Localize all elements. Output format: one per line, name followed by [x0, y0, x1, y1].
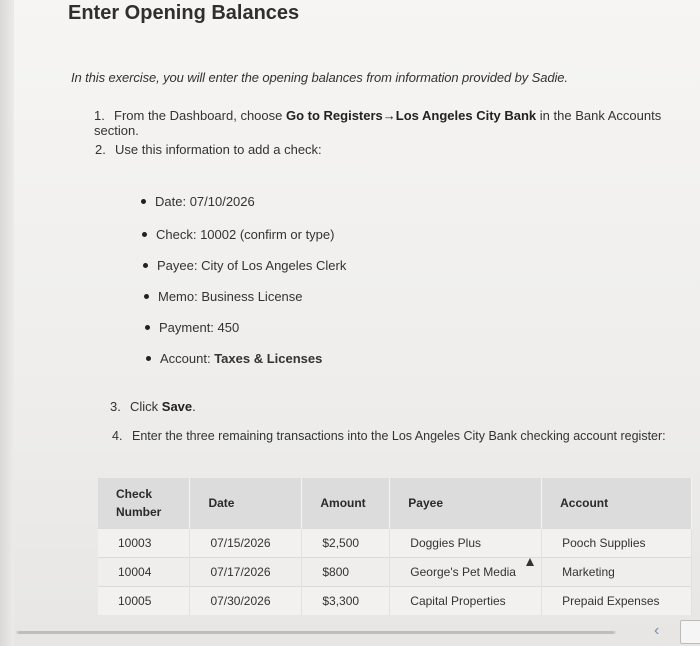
step-4-text: Enter the three remaining transactions into the Los Angeles City Bank checking account register: — [132, 429, 666, 443]
bullet-account — [160, 351, 322, 366]
table-header-row — [98, 478, 692, 528]
bullet-check — [156, 227, 334, 242]
page-thumbnail-box[interactable] — [680, 620, 700, 644]
bullet-payee-label: Payee: — [157, 258, 202, 273]
step-2-number: 2. — [95, 142, 106, 157]
transactions-table — [98, 478, 692, 615]
step-1 — [94, 108, 700, 138]
mouse-cursor-icon — [526, 558, 534, 566]
bullet-payee-value: City of Los Angeles Clerk — [201, 258, 347, 273]
table-row — [98, 557, 692, 586]
step-1-prefix: From the Dashboard, choose — [114, 108, 286, 123]
bullet-payee — [157, 258, 346, 273]
cell-amount: $2,500 — [302, 528, 390, 557]
step-3-bold: Save — [161, 399, 193, 414]
page-edge — [0, 0, 14, 646]
cell-amount: $3,300 — [302, 586, 390, 615]
step-4 — [112, 429, 666, 443]
page-title: Enter Opening Balances — [68, 2, 300, 24]
step-3-prefix: Click — [130, 399, 162, 414]
step-2-text: Use this information to add a check: — [115, 142, 322, 157]
bullet-check-label: Check: — [156, 227, 201, 242]
step-1-bold: Go to Registers→Los Angeles City Bank — [285, 108, 537, 123]
cell-date: 07/17/2026 — [190, 557, 302, 586]
step-1-suffix: in the Bank Accounts section. — [94, 108, 662, 138]
intro-text: In this exercise, you will enter the opening balances from information provided by Sadie. — [71, 70, 568, 85]
header-date: Date — [190, 478, 302, 528]
bullet-memo-label: Memo: — [158, 289, 202, 304]
cell-payee: Capital Properties — [390, 586, 542, 615]
step-4-number: 4. — [112, 429, 123, 443]
bullet-payment-label: Payment: — [159, 320, 218, 335]
step-3 — [110, 399, 196, 414]
cell-date: 07/30/2026 — [190, 586, 302, 615]
cell-payee: Doggies Plus — [390, 528, 542, 557]
table-row — [98, 586, 692, 615]
scrollbar-thumb[interactable] — [18, 631, 614, 634]
step-1-number: 1. — [94, 108, 105, 123]
step-2 — [95, 142, 322, 157]
cell-account: Prepaid Expenses — [542, 586, 692, 615]
cell-account: Pooch Supplies — [542, 528, 692, 557]
header-account: Account — [542, 478, 692, 528]
bullet-date-label: Date: — [155, 194, 190, 209]
bullet-payment — [159, 320, 239, 335]
bullet-memo — [158, 289, 303, 304]
step-3-suffix: . — [192, 399, 196, 414]
header-check-number: Check Number — [98, 478, 190, 528]
bullet-account-value: Taxes & Licenses — [214, 351, 323, 366]
cell-date: 07/15/2026 — [190, 528, 302, 557]
bullet-memo-value: Business License — [201, 289, 303, 304]
cell-check-number: 10004 — [98, 557, 190, 586]
bullet-payment-value: 450 — [217, 320, 240, 335]
cell-amount: $800 — [302, 557, 390, 586]
bullet-check-value: 10002 (confirm or type) — [200, 227, 335, 242]
bullet-date-value: 07/10/2026 — [189, 194, 255, 209]
header-payee: Payee — [390, 478, 542, 528]
cell-payee: George's Pet Media — [390, 557, 542, 586]
cell-check-number: 10003 — [98, 528, 190, 557]
cell-account: Marketing — [542, 557, 692, 586]
chevron-left-icon[interactable]: ‹ — [654, 622, 660, 639]
bullet-date — [155, 194, 255, 209]
cell-check-number: 10005 — [98, 586, 190, 615]
table-row — [98, 528, 692, 557]
bullet-account-label: Account: — [160, 351, 215, 366]
step-3-number: 3. — [110, 399, 121, 414]
header-amount: Amount — [302, 478, 390, 528]
